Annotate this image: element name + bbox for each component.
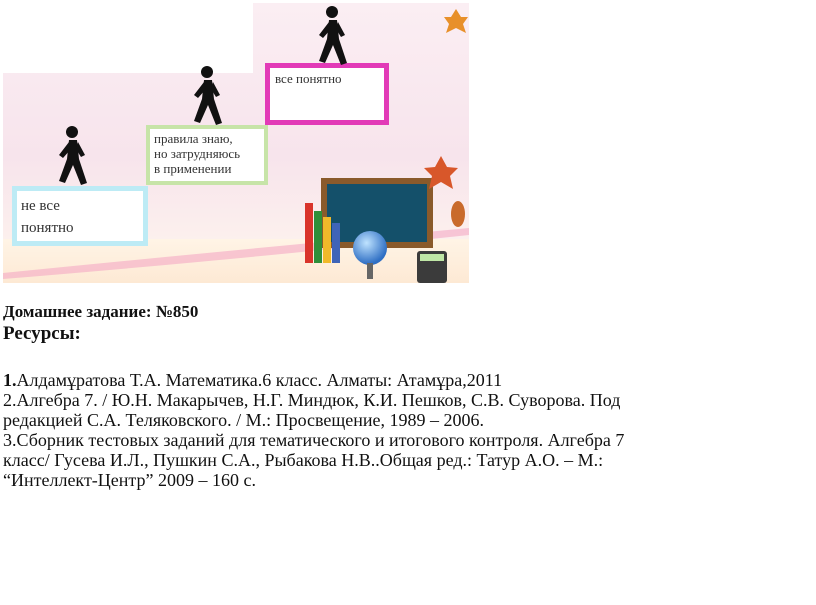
homework-label: Домашнее задание: xyxy=(3,302,152,321)
homework-number: №850 xyxy=(155,302,199,321)
step-label-line: не все xyxy=(21,198,60,214)
resource-number: 1. xyxy=(3,370,17,390)
resource-line-continued: “Интеллект-Центр” 2009 – 160 с. xyxy=(3,470,256,490)
book-icon xyxy=(305,203,313,263)
resource-line: Сборник тестовых заданий для тематического и итогового контроля. Алгебра 7 xyxy=(16,430,625,450)
step-label-line: но затрудняюсь xyxy=(154,146,241,161)
resource-item-2 xyxy=(3,390,783,410)
resource-item-3 xyxy=(3,430,783,450)
leaf-icon xyxy=(443,7,469,37)
resource-line: Алгебра 7. / Ю.Н. Макарычев, Н.Г. Миндюк, К.И. Пешков, С.В. Суворова. Под xyxy=(16,390,621,410)
leaf-icon xyxy=(421,153,461,193)
globe-stand xyxy=(367,263,373,279)
step-label-line: правила знаю, xyxy=(154,131,233,146)
homework-line xyxy=(3,302,783,322)
calculator-icon xyxy=(417,251,447,283)
resource-line: Алдамұратова Т.А. Математика.6 класс. Алматы: Атамұра,2011 xyxy=(16,370,503,390)
step-label-line: в применении xyxy=(154,161,232,176)
homework-text-block xyxy=(3,302,783,490)
resource-number: 2. xyxy=(3,390,17,410)
walking-person-icon xyxy=(311,5,351,67)
resource-line-continued: класс/ Гусева И.Л., Пушкин С.А., Рыбакова Н.В..Общая ред.: Татур А.О. – М.: xyxy=(3,450,604,470)
step-all-understood xyxy=(265,63,389,125)
book-icon xyxy=(314,211,322,263)
step-label-line: понятно xyxy=(21,220,74,236)
walking-person-icon xyxy=(186,65,226,127)
learning-steps-illustration xyxy=(3,3,469,283)
resource-item-1 xyxy=(3,370,783,390)
book-icon xyxy=(323,217,331,263)
book-icon xyxy=(332,223,340,263)
leaf-icon xyxy=(447,199,469,229)
resource-line-continued: редакцией С.А. Теляковского. / М.: Просвещение, 1989 – 2006. xyxy=(3,410,485,430)
step-not-understood xyxy=(12,186,148,246)
step-rules-known xyxy=(146,125,268,185)
step-label-line: все понятно xyxy=(275,71,342,86)
walking-person-icon xyxy=(51,125,91,187)
globe-icon xyxy=(353,231,387,265)
resource-number: 3. xyxy=(3,430,17,450)
resources-heading: Ресурсы: xyxy=(3,323,81,344)
